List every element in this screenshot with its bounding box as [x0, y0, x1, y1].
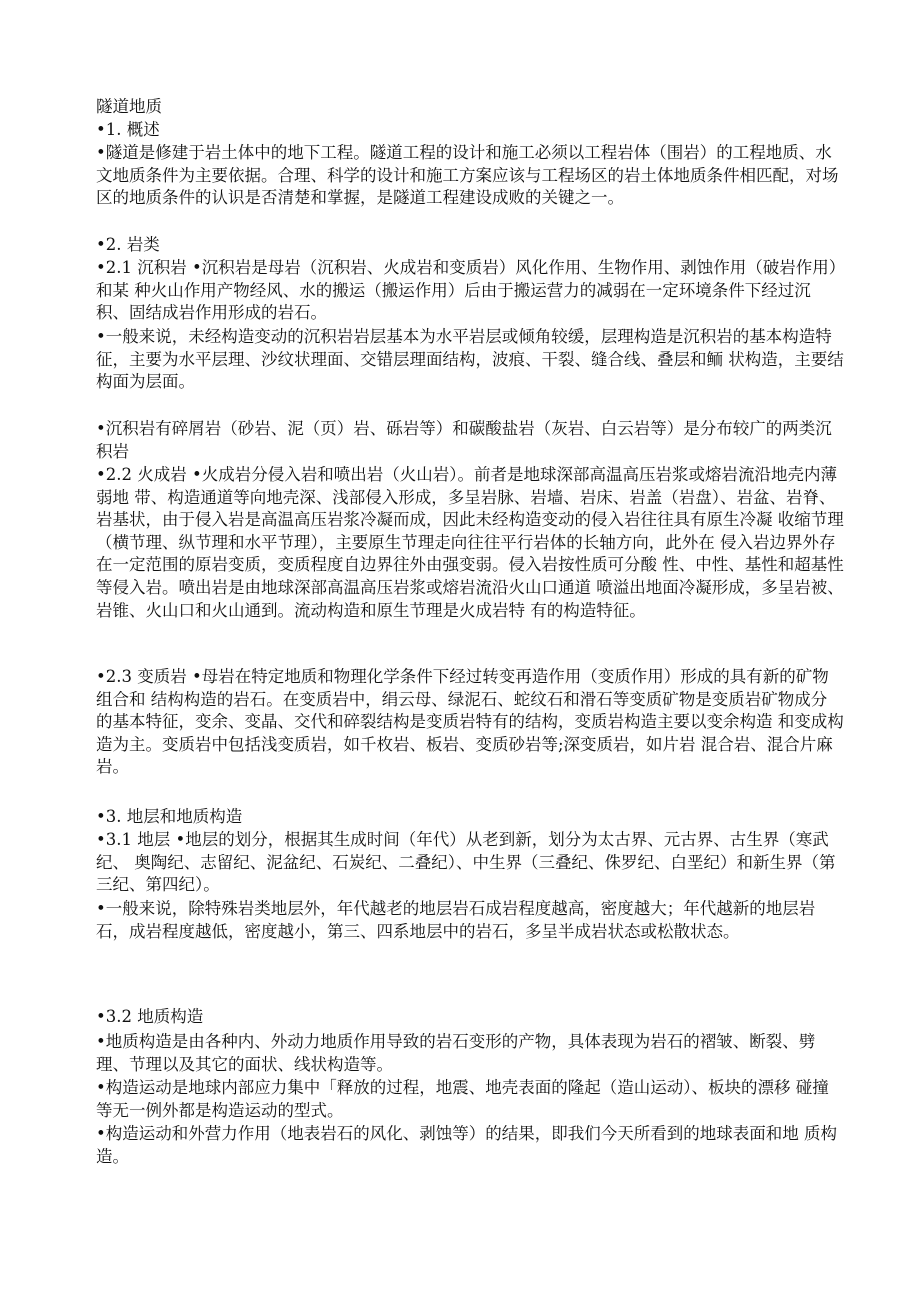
section-2-heading: •2. 岩类 — [96, 235, 160, 254]
section-3-2-heading: •3.2 地质构造 — [96, 1007, 204, 1026]
strata-paragraph: •3.1 地层 •地层的划分，根据其生成时间（年代）从老到新，划分为太古界、元古界、古生界（寒武纪、 奥陶纪、志留纪、泥盆纪、石炭纪、二叠纪）、中生界（三叠纪、侏罗纪、白垩纪）和新生界（第 三纪、第四纪）。 — [96, 830, 836, 895]
section-1-heading: •1. 概述 — [96, 120, 160, 139]
sedimentary-rock-paragraph: •2.1 沉积岩 •沉积岩是母岩（沉积岩、火成岩和变质岩）风化作用、生物作用、剥蚀作用（破岩作用）和某 种火山作用产物经风、水的搬运（搬运作用）后由于搬运营力的减弱在一定环境条件下经过沉 积、固结成岩作用形成的岩石。 — [96, 258, 837, 323]
strata-density-paragraph: •一般来说，除特殊岩类地层外，年代越老的地层岩石成岩程度越高，密度越大；年代越新的地层岩石，成岩程度越低，密度越小，第三、四系地层中的岩石，多呈半成岩状态或松散状态。 — [96, 899, 816, 941]
section-3-heading: •3. 地层和地质构造 — [96, 807, 243, 826]
document-title: 隧道地质 — [96, 97, 162, 116]
geologic-structure-paragraph: •地质构造是由各种内、外动力地质作用导致的岩石变形的产物，具体表现为岩石的褶皱、断裂、劈理、节理以及其它的面状、线状构造等。 — [96, 1032, 816, 1074]
tectonic-movement-paragraph: •构造运动是地球内部应力集中「释放的过程，地震、地壳表面的隆起（造山运动）、板块的漂移 碰撞等无一例外都是构造运动的型式。 — [96, 1078, 829, 1120]
section-1-body: •隧道是修建于岩土体中的地下工程。隧道工程的设计和施工必须以工程岩体（围岩）的工程地质、水文地质条件为主要依据。合理、科学的设计和施工方案应该与工程场区的岩土体地质条件相匹配，对场区的地质条件的认识是否清楚和掌握，是隧道工程建设成败的关键之一。 — [96, 143, 839, 208]
metamorphic-rock-paragraph: •2.3 变质岩 •母岩在特定地质和物理化学条件下经过转变再造作用（变质作用）形成的具有新的矿物组合和 结构构造的岩石。在变质岩中，绢云母、绿泥石、蛇纹石和滑石等变质矿物是变质岩矿物成分 的基本特征，变余、变晶、交代和碎裂结构是变质岩特有的结构，变质岩构造主要以变余构造 和变成构造为主。变质岩中包括浅变质岩，如千枚岩、板岩、变质砂岩等;深变质岩，如片岩 混合岩、混合片麻岩。 — [96, 667, 844, 777]
sedimentary-structure-paragraph: •一般来说，未经构造变动的沉积岩岩层基本为水平岩层或倾角较缓，层理构造是沉积岩的基本构造特征，主要为水平层理、沙纹状理面、交错层理面结构，波痕、干裂、缝合线、叠层和鲕 状构造，主要结构面为层面。 — [96, 327, 844, 392]
igneous-rock-paragraph: •2.2 火成岩 •火成岩分侵入岩和喷出岩（火山岩）。前者是地球深部高温高压岩浆或熔岩流沿地壳内薄弱地 带、构造通道等向地壳深、浅部侵入形成，多呈岩脉、岩墙、岩床、岩盖（岩盘）、岩盆、岩脊、 岩基状，由于侵入岩是高温高压岩浆冷凝而成，因此未经构造变动的侵入岩往往具有原生冷凝 收缩节理（横节理、纵节理和水平节理），主要原生节理走向往往平行岩体的长轴方向，此外在 侵入岩边界外存在一定范围的原岩变质，变质程度自边界往外由强变弱。侵入岩按性质可分酸 性、中性、基性和超基性等侵入岩。喷出岩是由地球深部高温高压岩浆或熔岩流沿火山口通道 喷溢出地面冷凝形成，多呈岩被、岩锥、火山口和火山通到。流动构造和原生节理是火成岩特 有的构造特征。 — [96, 465, 844, 620]
tectonic-result-paragraph: •构造运动和外营力作用（地表岩石的风化、剥蚀等）的结果，即我们今天所看到的地球表面和地 质构造。 — [96, 1124, 837, 1166]
sedimentary-types-paragraph: •沉积岩有碎屑岩（砂岩、泥（页）岩、砾岩等）和碳酸盐岩（灰岩、白云岩等）是分布较广的两类沉积岩 — [96, 419, 832, 461]
